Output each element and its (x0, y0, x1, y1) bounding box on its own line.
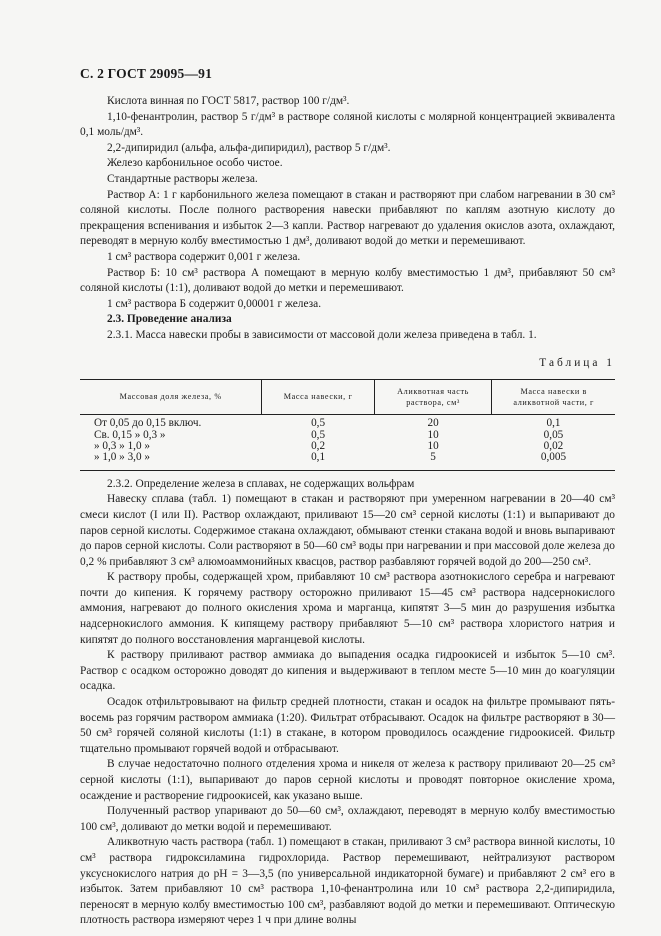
paragraph: Навеску сплава (табл. 1) помещают в стакан и растворяют при умеренном нагревании в 20—40 см³ смеси кислот (I или II). Раствор охлаждают, приливают 15—20 см³ серной кислоты (1:1) и выпаривают до паров серной кислоты. Содержимое стакана охлаждают, обмывают стенки стакана водой и вновь выпаривают до паров серной кислоты. Соли растворяют в 50—60 см³ воды при нагревании и при массовой доле железа до 0,2 % прибавляют 3 см³ алюмоаммонийных квасцов, раствор разбавляют горячей водой до 200—250 см³. (80, 493, 615, 568)
table-cell: 0,005 (492, 452, 615, 470)
header-line: Масса навески, г (283, 392, 353, 402)
header-line: Аликвотная часть (397, 386, 469, 396)
header-line: раствора, см³ (406, 398, 460, 408)
paragraph: Осадок отфильтровывают на фильтр средней плотности, стакан и осадок на фильтре промывают пять-восемь раз горячим раствором аммиака (1:20). Фильтрат отбрасывают. Осадок на фильтре растворяют в 30—50 см³ горячей соляной кислоты (1:1) в стакане, в котором проводилось осаждение гидроокисей. Фильтр тщательно промывают горячей водой и отбрасывают. (80, 696, 615, 755)
header-line: Массовая доля железа, % (119, 392, 222, 402)
table-header-cell (262, 380, 374, 415)
paragraph: К раствору приливают раствор аммиака до выпадения осадка гидроокисей и избыток 5—10 см³. Раствор с осадком осторожно доводят до кипения и выдерживают в теплом месте 5—10 мин до коагуляции осадка. (80, 649, 615, 693)
paragraph: 2.3.1. Масса навески пробы в зависимости от массовой доли железа приведена в табл. 1. (107, 328, 537, 341)
paragraph: Полученный раствор упаривают до 50—60 см³, охлаждают, переводят в мерную колбу вместимостью 100 см³, доливают до метки водой и перемешивают. (80, 805, 615, 833)
table-cell: 0,5 (311, 417, 326, 430)
paragraph: 2.3.2. Определение железа в сплавах, не содержащих вольфрам (107, 477, 415, 490)
header-line: аликвотной части, г (513, 398, 595, 408)
table-cell: 0,02 (543, 439, 564, 452)
data-table (80, 379, 615, 471)
table-cell: 0,05 (543, 428, 564, 441)
table-header-cell (374, 380, 492, 415)
table-cell: » 0,3 » 1,0 » (94, 439, 150, 452)
table-cell: 0,1 (262, 452, 374, 470)
paragraph: 1 см³ раствора содержит 0,001 г железа. (107, 250, 301, 263)
document-body (80, 94, 615, 929)
table-header-row (80, 380, 615, 415)
paragraph: 1,10-фенантролин, раствор 5 г/дм³ в растворе соляной кислоты с молярной концентрацией эквивалента 0,1 моль/дм³. (80, 110, 615, 139)
table-cell: 5 (374, 452, 492, 470)
paragraph: К раствору пробы, содержащей хром, прибавляют 10 см³ раствора азотнокислого серебра и нагревают почти до кипения. К горячему раствору осторожно приливают 15—45 см³ раствора надсернокислого аммония, нагревают до полного окисления хрома и марганца, кипятят 3—5 мин до разрушения избытка надсернокислого аммония. К кипящему раствору прибавляют 5—10 см³ раствора хлористого натрия и кипятят до полного восстановления марганцевой кислоты. (80, 571, 615, 646)
paragraph: Раствор А: 1 г карбонильного железа помещают в стакан и растворяют при слабом нагревании в 30 см³ соляной кислоты. После полного растворения навески прибавляют по каплям азотную кислоту до прекращения вспенивания и избыток 2—3 капли. Раствор нагревают до удаления окислов азота, охлаждают, переводят в мерную колбу вместимостью 1 дм³, доливают водой до метки и перемешивают. (80, 188, 615, 248)
table-row (80, 415, 615, 430)
table-header-cell (80, 380, 262, 415)
paragraph: Кислота винная по ГОСТ 5817, раствор 100 г/дм³. (107, 95, 350, 107)
table-row (80, 430, 615, 441)
paragraph: Железо карбонильное особо чистое. (107, 157, 283, 170)
table-cell: 20 (427, 417, 439, 430)
table-header-cell (492, 380, 615, 415)
table-cell: От 0,05 до 0,15 включ. (94, 417, 202, 430)
section-heading: 2.3. Проведение анализа (107, 313, 232, 326)
table-row (80, 441, 615, 452)
paragraph: Аликвотную часть раствора (табл. 1) помещают в стакан, приливают 3 см³ раствора винной кислоты, 10 см³ раствора гидроксиламина гидрохлорида. Раствор перемешивают, нейтрализуют раствором уксуснокислого натрия до pH = 3—3,5 (по универсальной индикаторной бумаге) и прибавляют 2 см³ его в избыток. Затем прибавляют 10 см³ раствора 1,10-фенантролина или 10 см³ раствора 2,2-дипиридила, переносят в мерную колбу вместимостью 100 см³, разбавляют водой до метки и перемешивают. Оптическую плотность раствора измеряют через 1 ч при длине волны (80, 836, 615, 927)
table-cell: 0,5 (311, 428, 326, 441)
table-cell: 10 (427, 428, 439, 441)
table-cell: 10 (427, 439, 439, 452)
table-caption: Таблица 1 (539, 356, 615, 369)
paragraph: Стандартные растворы железа. (107, 172, 258, 185)
table-cell: 0,2 (311, 439, 326, 452)
header-line: Масса навески в (520, 386, 587, 396)
paragraph: 1 см³ раствора Б содержит 0,00001 г железа. (107, 297, 322, 310)
table-cell: » 1,0 » 3,0 » (80, 452, 262, 470)
running-head: С. 2 ГОСТ 29095—91 (80, 66, 213, 81)
paragraph: В случае недостаточно полного отделения хрома и никеля от железа к раствору приливают 20—25 см³ серной кислоты (1:1), выпаривают до паров серной кислоты и проводят повторное окисление хрома, осаждение и растворение гидроокисей, как указано выше. (80, 758, 615, 802)
table-row (80, 452, 615, 470)
paragraph: Раствор Б: 10 см³ раствора А помещают в мерную колбу вместимостью 1 дм³, прибавляют 50 см³ соляной кислоты (1:1), доливают водой до метки и перемешивают. (80, 266, 615, 295)
table-cell: Св. 0,15 » 0,3 » (94, 428, 166, 441)
paragraph: 2,2-дипиридил (альфа, альфа-дипиридил), раствор 5 г/дм³. (107, 141, 391, 154)
table-cell: 0,1 (546, 417, 561, 430)
